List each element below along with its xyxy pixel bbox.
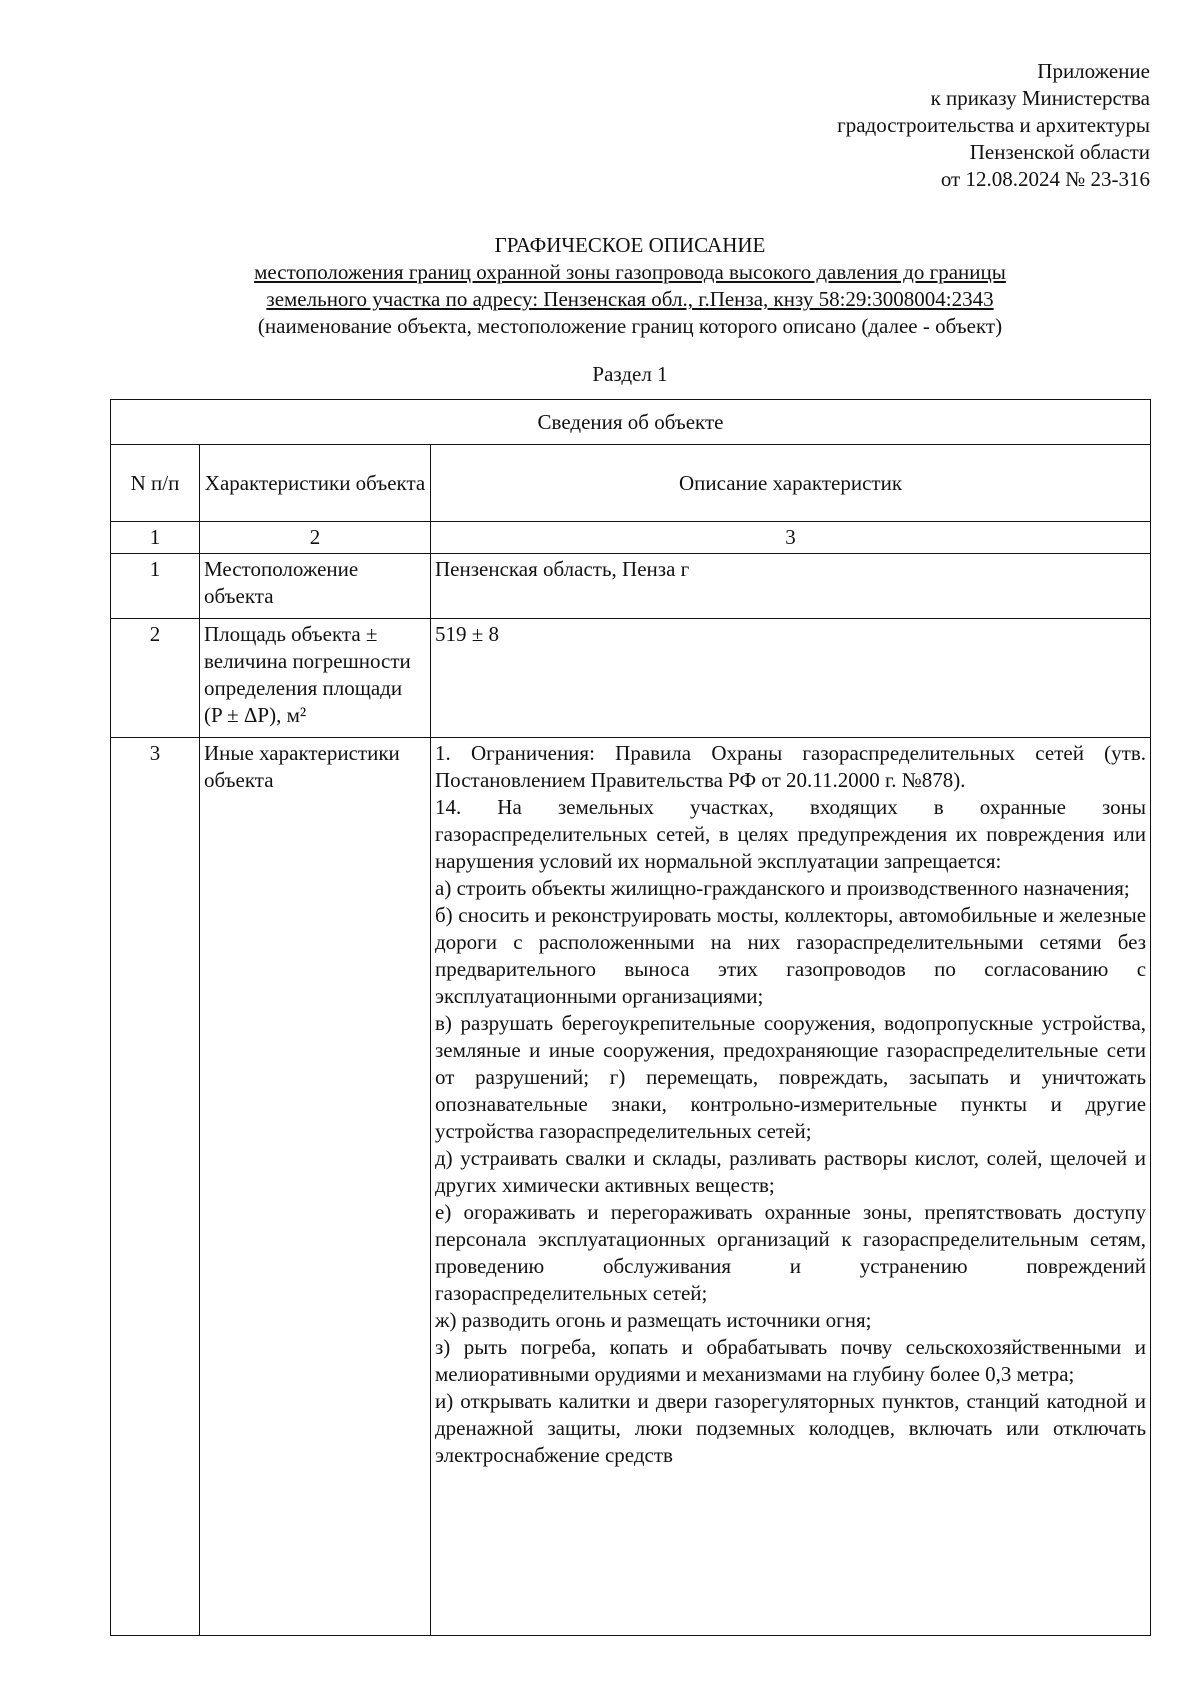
table-caption: Сведения об объекте: [111, 400, 1151, 445]
section-title: Раздел 1: [592, 362, 668, 386]
row-characteristic: Местоположение объекта: [200, 554, 431, 619]
order-date-number: от 12.08.2024 № 23-316: [940, 167, 1150, 191]
row-characteristic: Площадь объекта ± величина погрешности определения площади (P ± ΔP), м²: [200, 619, 431, 738]
document-title-block: [0, 232, 1200, 340]
ministry-line: градостроительства и архитектуры: [837, 113, 1150, 137]
column-header-description: Описание характеристик: [431, 445, 1151, 522]
order-line: к приказу Министерства: [930, 86, 1150, 110]
table-header-row: [111, 445, 1151, 522]
table-row: [111, 738, 1151, 1636]
table-row: [111, 619, 1151, 738]
column-index-1: 1: [111, 522, 200, 554]
restriction-paragraph: з) рыть погреба, копать и обрабатывать почву сельскохозяйственными и мелиоративными орудиями и механизмами на глубину более 0,3 метра;: [435, 1335, 1147, 1386]
table-caption-row: [111, 400, 1151, 445]
object-info-table: [110, 399, 1151, 1636]
row-number: 3: [111, 738, 200, 1636]
restriction-paragraph: 1. Ограничения: Правила Охраны газораспределительных сетей (утв. Постановлением Правительства РФ от 20.11.2000 г. №878).: [435, 741, 1147, 792]
column-header-number: N п/п: [111, 445, 200, 522]
row-description: 519 ± 8: [431, 619, 1151, 738]
column-header-characteristic: Характеристики объекта: [200, 445, 431, 522]
restriction-paragraph: б) сносить и реконструировать мосты, коллекторы, автомобильные и железные дороги с расположенными на них газораспределительными сетями без предварительного выноса этих газопроводов по согласованию с эксплуатационными организациями;: [435, 903, 1147, 1008]
object-name-line-2: земельного участка по адресу: Пензенская обл., г.Пенза, кнзу 58:29:3008004:2343: [266, 287, 994, 311]
restriction-paragraph: в) разрушать берегоукрепительные сооружения, водопропускные устройства, земляные и иные сооружения, предохраняющие газораспределительные сети от разрушений; г) перемещать, повреждать, засыпать и уничтожать опознавательные знаки, контрольно-измерительные пункты и другие устройства газораспределительных сетей;: [435, 1011, 1147, 1143]
region-line: Пензенской области: [969, 140, 1150, 164]
restriction-paragraph: д) устраивать свалки и склады, разливать растворы кислот, солей, щелочей и других химически активных веществ;: [435, 1146, 1147, 1197]
restriction-paragraph: ж) разводить огонь и размещать источники огня;: [435, 1308, 872, 1332]
column-index-3: 3: [431, 522, 1151, 554]
column-index-2: 2: [200, 522, 431, 554]
column-index-row: [111, 522, 1151, 554]
row-description: [431, 738, 1151, 1636]
restriction-paragraph: е) огораживать и перегораживать охранные зоны, препятствовать доступу персонала эксплуатационных организаций к газораспределительным сетям, проведению обслуживания и устранению повреждений газораспределительных сетей;: [435, 1200, 1147, 1305]
table-row: [111, 554, 1151, 619]
restriction-paragraph: 14. На земельных участках, входящих в охранные зоны газораспределительных сетей, в целях предупреждения их повреждения или нарушения условий их нормальной эксплуатации запрещается:: [435, 795, 1147, 873]
document-title: ГРАФИЧЕСКОЕ ОПИСАНИЕ: [494, 233, 766, 257]
row-number: 2: [111, 619, 200, 738]
object-name-line-1: местоположения границ охранной зоны газопровода высокого давления до границы: [254, 260, 1006, 284]
restriction-paragraph: а) строить объекты жилищно-гражданского и производственного назначения;: [435, 876, 1130, 900]
row-characteristic: Иные характеристики объекта: [200, 738, 431, 1636]
object-name-caption: (наименование объекта, местоположение границ которого описано (далее - объект): [257, 314, 1003, 338]
appendix-label: Приложение: [1037, 59, 1150, 83]
restriction-paragraph: и) открывать калитки и двери газорегуляторных пунктов, станций катодной и дренажной защиты, люки подземных колодцев, включать или отключать электроснабжение средств: [435, 1389, 1147, 1467]
row-number: 1: [111, 554, 200, 619]
order-reference-block: [837, 58, 1150, 193]
row-description: Пензенская область, Пенза г: [431, 554, 1151, 619]
